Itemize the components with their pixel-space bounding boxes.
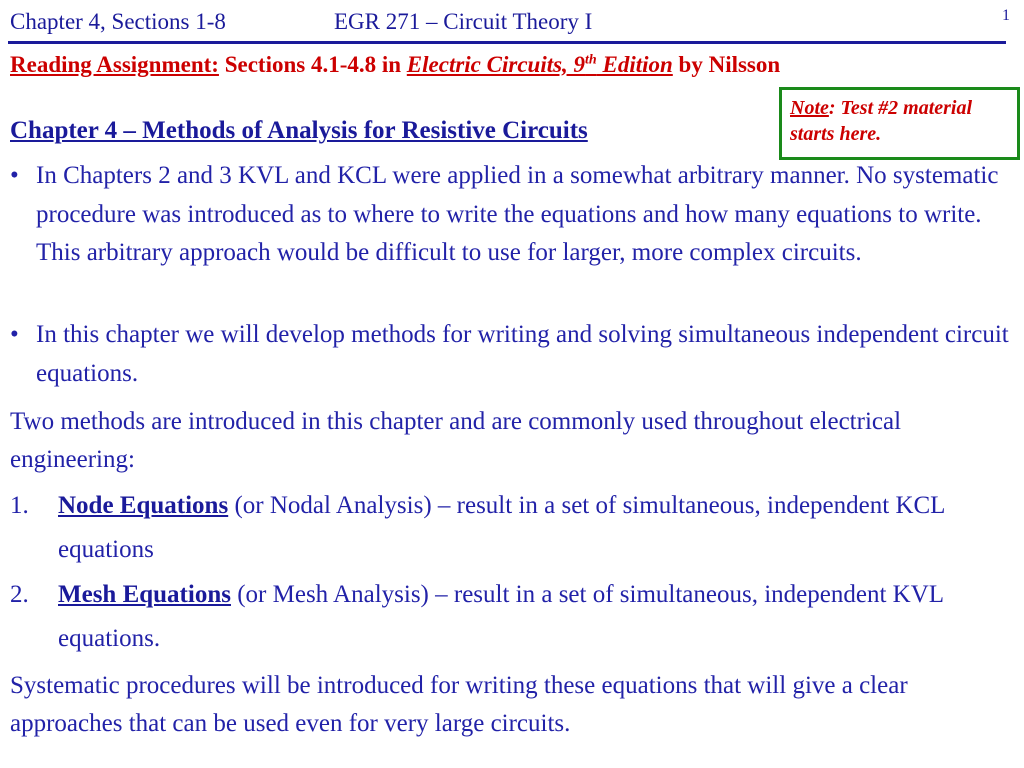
reading-assignment-label: Reading Assignment: — [10, 52, 219, 77]
method-text — [58, 484, 1010, 572]
bullet-text: In this chapter we will develop methods for writing and solving simultaneous independent circuit equations. — [36, 321, 1009, 387]
reading-assignment-author: by Nilsson — [672, 52, 781, 77]
method-number: 2. — [10, 581, 29, 608]
bullet-item — [10, 157, 1010, 273]
method-item-mesh-equations — [10, 573, 1010, 661]
method-text — [58, 573, 1010, 661]
bullet-text: In Chapters 2 and 3 KVL and KCL were applied in a somewhat arbitrary manner. No systematic procedure was introduced as to where to write the equations and how many equations to write. This arbitrary approach would be difficult to use for larger, more complex circuits. — [36, 162, 999, 266]
note-text: : Test #2 material starts here. — [790, 97, 973, 145]
edition-superscript: th — [585, 52, 597, 68]
chapter-title: Chapter 4 – Methods of Analysis for Resistive Circuits — [10, 117, 588, 144]
method-item-node-equations — [10, 484, 1010, 572]
method-number: 1. — [10, 492, 29, 519]
note-label: Note — [790, 97, 829, 119]
bullet-item — [10, 316, 1010, 393]
header-chapter-sections: Chapter 4, Sections 1-8 — [10, 9, 226, 34]
method-term: Mesh Equations — [58, 581, 231, 608]
note-box — [779, 87, 1020, 160]
bullet-marker: • — [10, 321, 19, 348]
method-description: (or Nodal Analysis) – result in a set of simultaneous, independent KCL equations — [58, 492, 945, 563]
reading-assignment-book — [407, 52, 673, 77]
closing-paragraph: Systematic procedures will be introduced for writing these equations that will give a clear approaches that can be used even for very large circuits. — [10, 672, 908, 737]
bullet-marker: • — [10, 162, 19, 189]
page-number: 1 — [1002, 7, 1010, 24]
book-title: Electric Circuits, 9 — [406, 52, 586, 77]
intro-paragraph: Two methods are introduced in this chapter and are commonly used throughout electrical engineering: — [10, 408, 902, 473]
header-course-title: EGR 271 – Circuit Theory I — [334, 9, 593, 34]
method-term: Node Equations — [58, 492, 229, 519]
reading-assignment — [10, 52, 780, 78]
reading-assignment-sections: Sections 4.1-4.8 in — [218, 52, 407, 77]
header-divider — [8, 41, 1006, 44]
method-description: (or Mesh Analysis) – result in a set of simultaneous, independent KVL equations. — [58, 581, 944, 652]
book-edition: Edition — [596, 52, 673, 77]
